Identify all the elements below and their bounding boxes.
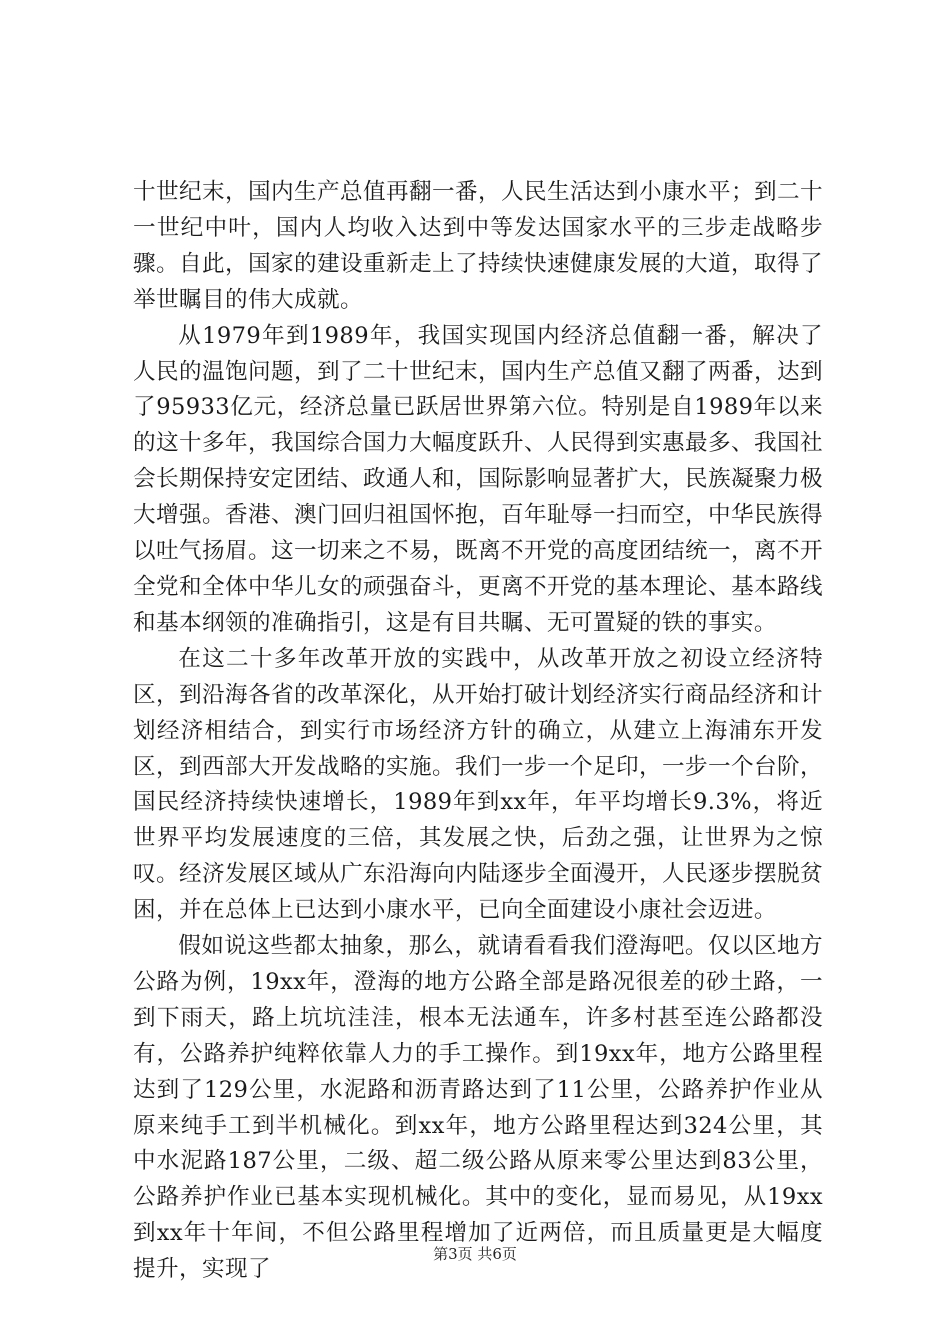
paragraph: 假如说这些都太抽象，那么，就请看看我们澄海吧。仅以区地方公路为例，19xx年，澄海的地方公路全部是路况很差的砂土路，一到下雨天，路上坑坑洼洼，根本无法通车，许多村甚至连公路都没有，公路养护纯粹依靠人力的手工操作。到19xx年，地方公路里程达到了129公里，水泥路和沥青路达到了11公里，公路养护作业从原来纯手工到半机械化。到xx年，地方公路里程达到324公里，其中水泥路187公里，二级、超二级公路从原来零公里达到83公里，公路养护作业已基本实现机械化。其中的变化，显而易见，从19xx到xx年十年间，不但公路里程增加了近两倍，而且质量更是大幅度提升，实现了 <box>133 933 823 1283</box>
paragraph: 在这二十多年改革开放的实践中，从改革开放之初设立经济特区，到沿海各省的改革深化，从开始打破计划经济实行商品经济和计划经济相结合，到实行市场经济方针的确立，从建立上海浦东开发区，到西部大开发战略的实施。我们一步一个足印，一步一个台阶，国民经济持续快速增长，1989年到xx年，年平均增长9.3%，将近世界平均发展速度的三倍，其发展之快，后劲之强，让世界为之惊叹。经济发展区域从广东沿海向内陆逐步全面漫开，人民逐步摆脱贫困，并在总体上已达到小康水平，已向全面建设小康社会迈进。 <box>133 645 823 924</box>
paragraph: 从1979年到1989年，我国实现国内经济总值翻一番，解决了人民的温饱问题，到了二十世纪末，国内生产总值又翻了两番，达到了95933亿元，经济总量已跃居世界第六位。特别是自1989年以来的这十多年，我国综合国力大幅度跃升、人民得到实惠最多、我国社会长期保持安定团结、政通人和，国际影响显著扩大，民族凝聚力极大增强。香港、澳门回归祖国怀抱，百年耻辱一扫而空，中华民族得以吐气扬眉。这一切来之不易，既离不开党的高度团结统一，离不开全党和全体中华儿女的顽强奋斗，更离不开党的基本理论、基本路线和基本纲领的准确指引，这是有目共瞩、无可置疑的铁的事实。 <box>133 322 823 636</box>
document-body <box>133 175 823 1288</box>
page-footer: 第3页 共6页 <box>433 1245 517 1263</box>
paragraph: 十世纪末，国内生产总值再翻一番，人民生活达到小康水平；到二十一世纪中叶，国内人均收入达到中等发达国家水平的三步走战略步骤。自此，国家的建设重新走上了持续快速健康发展的大道，取得了举世瞩目的伟大成就。 <box>133 179 823 313</box>
